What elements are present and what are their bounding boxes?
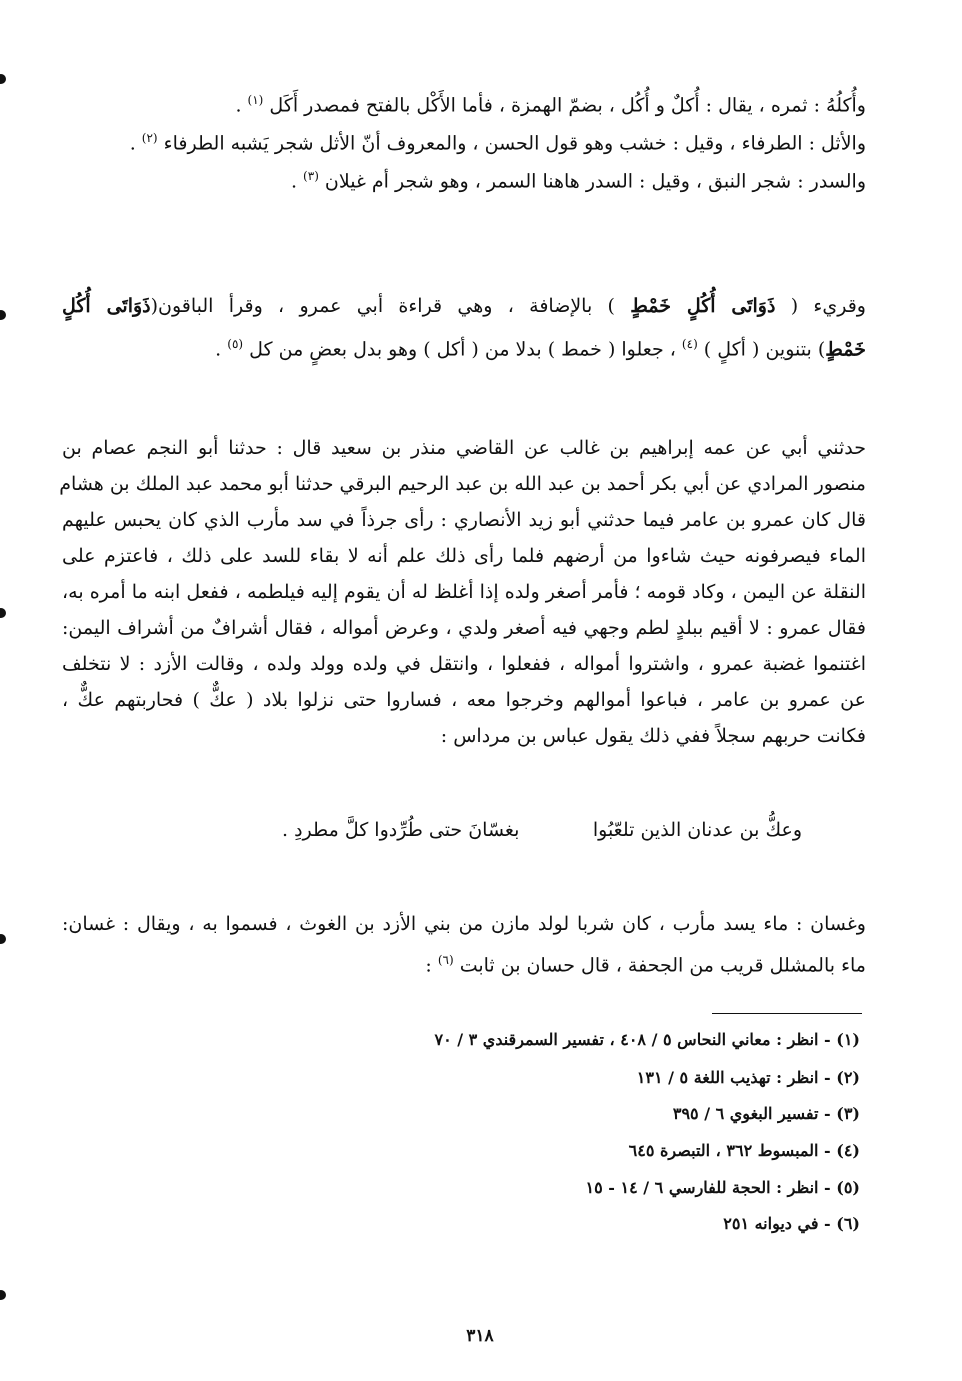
- definition-line: [62, 158, 866, 194]
- margin-mark: [0, 74, 6, 84]
- footnote-ref: (٦): [437, 953, 454, 967]
- margin-mark: [0, 1290, 6, 1300]
- narrative-line: النقلة عن اليمن ، وكاد قومه ؛ فأمر أصغر ولده إذا أغلظ له أن يقوم إليه فيلطمه ، ففعل ابنه ما أمره به،: [62, 581, 866, 603]
- definition-text: والسدر : شجر النبق ، وقيل : السدر هاهنا السمر ، وهو شجر أم غيلان: [324, 170, 866, 193]
- footnote: (٥) - انظر : الحجة للفارسي ٦ / ١٤ - ١٥: [585, 1178, 860, 1197]
- quran-phrase: ذَوَاتَى أُكُلٍ خَمْطٍ: [630, 295, 776, 317]
- reading-text: ، جعلوا ( خمط ) بدلا من ( أكل ) وهو بدل بعضٍ من كل: [249, 338, 676, 361]
- period: .: [290, 170, 297, 193]
- footnote: (١) - انظر : معاني النحاس ٥ / ٤٠٨ ، تفسير السمرقندي ٣ / ٧٠: [434, 1030, 860, 1049]
- period: .: [129, 132, 136, 155]
- narrative-paragraph: [59, 430, 866, 754]
- footnote-ref: (٣): [303, 169, 319, 183]
- narrative-line: منصور المرادي عن أبي بكر أحمد بن عبد الله بن عبد الرحيم البرقي حدثنا أبو محمد عبد الملك بن هشام: [59, 473, 866, 495]
- ghassan-line: وغسان : ماء يسد مأرب ، كان شربا لولد مازن من بني الأزد بن الغوث ، فسموا به ، ويقال : غسان:: [62, 913, 866, 935]
- margin-mark: [0, 310, 6, 320]
- definition-text: وأُكلُهُ : ثمره ، يقال : أُكلٌ و أُكُل ، بضمّ الهمزة ، فأما الأَكْل بالفتح فمصدر أَكَل: [269, 94, 866, 117]
- footnote-ref: (٥): [227, 337, 244, 351]
- narrative-line: اغتنموا غضبة عمرو ، واشتروا أمواله ، ففعلوا ، وانتقل في ولده وولد ولده ، وقالت الأزد : لا نتخلف: [62, 653, 866, 675]
- reading-text: ) بتنوين ( أكلٍ ): [703, 338, 826, 361]
- footnote-ref: (٤): [681, 337, 698, 351]
- verse-first-hemistich: وعكُّ بن عدنان الذين تلعّبُوا: [592, 819, 802, 841]
- quran-phrase: ذَوَاتَى أُكُلٍ: [62, 295, 151, 317]
- quran-phrase: خَمْطٍ: [825, 338, 866, 361]
- margin-mark: [0, 608, 6, 618]
- footnote: (٢) - انظر : تهذيب اللغة ٥ / ١٣١: [636, 1068, 860, 1087]
- ghassan-line: [62, 942, 866, 978]
- period: .: [215, 338, 222, 361]
- footnote: (٤) - المبسوط ٣٦٢ ، التبصرة ٦٤٥: [628, 1141, 860, 1160]
- reading-line-2: [62, 326, 866, 362]
- definition-text: والأثل : الطرفاء ، وقيل : خشب وهو قول الحسن ، والمعروف أنّ الأثل شجر يَشبه الطرفاء: [163, 132, 866, 155]
- definitions-block: [62, 82, 866, 194]
- narrative-line: قال كان عمرو بن عامر فيما حدثني أبو زيد الأنصاري : رأى جرذاً في سد مأرب الذي كان يحبس عليهم: [62, 509, 866, 531]
- verse-second-hemistich: بغسّانَ حتى طُرِّدوا كلَّ مطردِ .: [282, 819, 520, 841]
- narrative-line: فقال عمرو : لا أقيم ببلدٍ لطم وجهي فيه أصغر ولدي ، وعرض أمواله ، فقال أشرافٌ من أشراف اليمن:: [62, 617, 866, 639]
- page-number: ٣١٨: [466, 1326, 494, 1346]
- reading-text: وقريء (: [790, 295, 866, 317]
- definition-line: [62, 120, 866, 156]
- footnote-ref: (١): [247, 93, 264, 107]
- narrative-line: الماء فيصرفونه حيث شاءوا من أرضهم فلما رأى ذلك علم أنه لا بقاء للسد على ذلك ، فاعتزم على: [62, 545, 866, 567]
- narrative-line: حدثني أبي عن عمه إبراهيم بن غالب عن القاضي منذر بن سعيد قال : حدثنا أبو النجم عصام بن: [62, 437, 866, 459]
- narrative-line: فكانت حربهم سجلاً ففي ذلك يقول عباس بن مرداس :: [440, 725, 866, 747]
- footnote-separator: [712, 1013, 862, 1014]
- reading-paragraph: [62, 288, 866, 362]
- narrative-line: عن عمرو بن عامر ، فباعوا أموالهم وخرجوا معه ، فساروا حتى نزلوا بلاد ( عكٌّ ) فحاربتهم عكٌّ ،: [62, 689, 866, 711]
- reading-line-1: [62, 288, 866, 324]
- footnote-ref: (٢): [141, 131, 158, 145]
- footnote: (٣) - تفسير البغوي ٦ / ٣٩٥: [672, 1104, 860, 1123]
- footnote: (٦) - في ديوانه ٢٥١: [723, 1214, 860, 1233]
- margin-mark: [0, 934, 6, 944]
- ghassan-text: ماء بالمشلل قريب من الجحفة ، قال حسان بن ثابت: [459, 954, 866, 977]
- period: .: [235, 94, 242, 117]
- ghassan-paragraph: [62, 906, 866, 978]
- definition-line: [62, 82, 866, 118]
- colon: :: [425, 954, 432, 977]
- poetry-verse: [282, 812, 802, 848]
- reading-text: ) بالإضافة ، وهي قراءة أبي عمرو ، وقرأ الباقون(: [150, 295, 615, 317]
